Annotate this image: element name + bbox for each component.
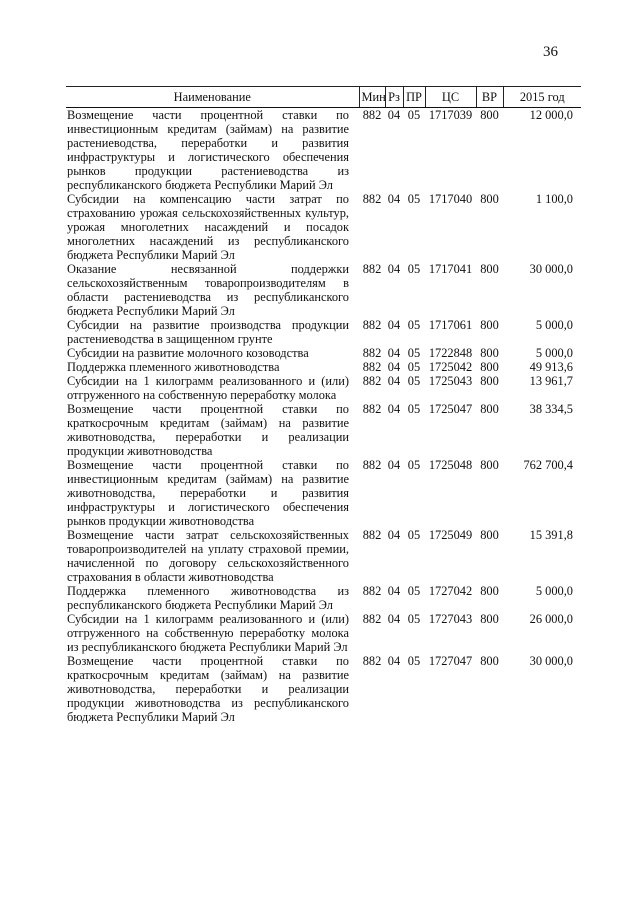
row-pr: 05 — [407, 402, 421, 416]
row-cs: 1717039 — [428, 108, 473, 122]
row-name: Возмещение части процентной ставки по краткосрочным кредитам (займам) на развитие животноводства, переработки и реализации продукции животноводства из республиканского бюджета Республики Марий Эл — [67, 654, 349, 724]
row-pr: 05 — [407, 360, 421, 374]
row-min: 882 — [362, 528, 382, 542]
row-amount: 5 000,0 — [535, 318, 573, 332]
row-pr: 05 — [407, 108, 421, 122]
row-min: 882 — [362, 108, 382, 122]
header-min: Мин — [359, 87, 385, 108]
table-row — [66, 318, 581, 346]
row-amount: 49 913,6 — [529, 360, 573, 374]
row-min: 882 — [362, 458, 382, 472]
row-cs: 1727042 — [428, 584, 473, 598]
row-cs: 1727047 — [428, 654, 473, 668]
row-amount: 30 000,0 — [529, 262, 573, 276]
header-vr: ВР — [476, 87, 503, 108]
row-amount: 12 000,0 — [529, 108, 573, 122]
table-row — [66, 458, 581, 528]
row-cs: 1717041 — [428, 262, 473, 276]
table-row — [66, 360, 581, 374]
header-rz: Рз — [385, 87, 403, 108]
row-vr: 800 — [480, 402, 499, 416]
row-name: Субсидии на развитие производства продукции растениеводства в защищенном грунте — [67, 318, 349, 346]
row-name: Возмещение части процентной ставки по инвестиционным кредитам (займам) на развитие растениеводства, переработки и развития инфраструктуры и логистического обеспечения рынков продукции растениеводства из республиканского бюджета Республики Марий Эл — [67, 108, 349, 192]
table-row — [66, 528, 581, 584]
table-row — [66, 346, 581, 360]
row-min: 882 — [362, 374, 382, 388]
row-pr: 05 — [407, 192, 421, 206]
row-vr: 800 — [480, 374, 499, 388]
row-name: Субсидии на компенсацию части затрат по страхованию урожая сельскохозяйственных культур, урожая многолетних насаждений и посадок многолетних насаждений из республиканского бюджета Республики Марий Эл — [67, 192, 349, 262]
row-pr: 05 — [407, 654, 421, 668]
table-row — [66, 654, 581, 724]
row-rz: 04 — [387, 360, 401, 374]
row-rz: 04 — [387, 612, 401, 626]
table-row — [66, 192, 581, 262]
header-amount: 2015 год — [503, 87, 581, 108]
header-pr: ПР — [403, 87, 425, 108]
row-name: Возмещение части затрат сельскохозяйственных товаропроизводителей на уплату страховой премии, начисленной по договору сельскохозяйственного страхования в области животноводства — [67, 528, 349, 584]
row-amount: 26 000,0 — [529, 612, 573, 626]
row-min: 882 — [362, 346, 382, 360]
row-rz: 04 — [387, 654, 401, 668]
row-name: Поддержка племенного животноводства из республиканского бюджета Республики Марий Эл — [67, 584, 349, 612]
row-rz: 04 — [387, 262, 401, 276]
table-row — [66, 612, 581, 654]
row-cs: 1717040 — [428, 192, 473, 206]
row-vr: 800 — [480, 262, 499, 276]
row-min: 882 — [362, 654, 382, 668]
row-min: 882 — [362, 262, 382, 276]
table-row — [66, 584, 581, 612]
row-name: Возмещение части процентной ставки по краткосрочным кредитам (займам) на развитие животноводства, переработки и реализации продукции животноводства — [67, 402, 349, 458]
row-cs: 1725043 — [428, 374, 473, 388]
row-cs: 1722848 — [428, 346, 473, 360]
row-pr: 05 — [407, 584, 421, 598]
row-amount: 38 334,5 — [529, 402, 573, 416]
row-pr: 05 — [407, 374, 421, 388]
row-vr: 800 — [480, 346, 499, 360]
row-name: Субсидии на 1 килограмм реализованного и (или) отгруженного на собственную переработку молока — [67, 374, 349, 402]
row-amount: 5 000,0 — [535, 346, 573, 360]
row-rz: 04 — [387, 108, 401, 122]
table-row — [66, 402, 581, 458]
row-pr: 05 — [407, 458, 421, 472]
row-cs: 1725048 — [428, 458, 473, 472]
row-min: 882 — [362, 360, 382, 374]
row-pr: 05 — [407, 528, 421, 542]
row-pr: 05 — [407, 346, 421, 360]
row-pr: 05 — [407, 318, 421, 332]
row-min: 882 — [362, 192, 382, 206]
header-cs: ЦС — [425, 87, 476, 108]
row-name: Возмещение части процентной ставки по инвестиционным кредитам (займам) на развитие животноводства, переработки и развития инфраструктуры и логистического обеспечения рынков продукции животноводства — [67, 458, 349, 528]
row-rz: 04 — [387, 374, 401, 388]
row-rz: 04 — [387, 318, 401, 332]
row-name: Субсидии на развитие молочного козоводства — [67, 346, 309, 360]
row-vr: 800 — [480, 584, 499, 598]
row-rz: 04 — [387, 584, 401, 598]
row-vr: 800 — [480, 458, 499, 472]
row-vr: 800 — [480, 528, 499, 542]
row-pr: 05 — [407, 612, 421, 626]
row-vr: 800 — [480, 318, 499, 332]
row-rz: 04 — [387, 402, 401, 416]
row-name: Субсидии на 1 килограмм реализованного и (или) отгруженного на собственную переработку молока из республиканского бюджета Республики Марий Эл — [67, 612, 349, 654]
row-cs: 1725042 — [428, 360, 473, 374]
row-cs: 1717061 — [428, 318, 473, 332]
table-row — [66, 374, 581, 402]
row-name: Оказание несвязанной поддержки сельскохозяйственным товаропроизводителям в области растениеводства из республиканского бюджета Республики Марий Эл — [67, 262, 349, 318]
row-min: 882 — [362, 612, 382, 626]
row-name: Поддержка племенного животноводства — [67, 360, 280, 374]
row-rz: 04 — [387, 192, 401, 206]
row-vr: 800 — [480, 360, 499, 374]
row-min: 882 — [362, 584, 382, 598]
row-vr: 800 — [480, 192, 499, 206]
row-vr: 800 — [480, 654, 499, 668]
budget-table — [66, 86, 581, 724]
row-cs: 1725047 — [428, 402, 473, 416]
table-row — [66, 108, 581, 193]
row-vr: 800 — [480, 612, 499, 626]
row-rz: 04 — [387, 458, 401, 472]
row-amount: 5 000,0 — [535, 584, 573, 598]
row-cs: 1725049 — [428, 528, 473, 542]
row-amount: 15 391,8 — [529, 528, 573, 542]
row-amount: 1 100,0 — [535, 192, 573, 206]
row-amount: 30 000,0 — [529, 654, 573, 668]
row-amount: 13 961,7 — [529, 374, 573, 388]
table-header — [66, 87, 581, 108]
row-rz: 04 — [387, 346, 401, 360]
row-pr: 05 — [407, 262, 421, 276]
row-vr: 800 — [480, 108, 499, 122]
table-body — [66, 108, 581, 725]
row-cs: 1727043 — [428, 612, 473, 626]
row-min: 882 — [362, 402, 382, 416]
page-number: 36 — [543, 44, 558, 60]
table-row — [66, 262, 581, 318]
row-min: 882 — [362, 318, 382, 332]
row-amount: 762 700,4 — [523, 458, 573, 472]
row-rz: 04 — [387, 528, 401, 542]
header-name: Наименование — [66, 87, 359, 108]
